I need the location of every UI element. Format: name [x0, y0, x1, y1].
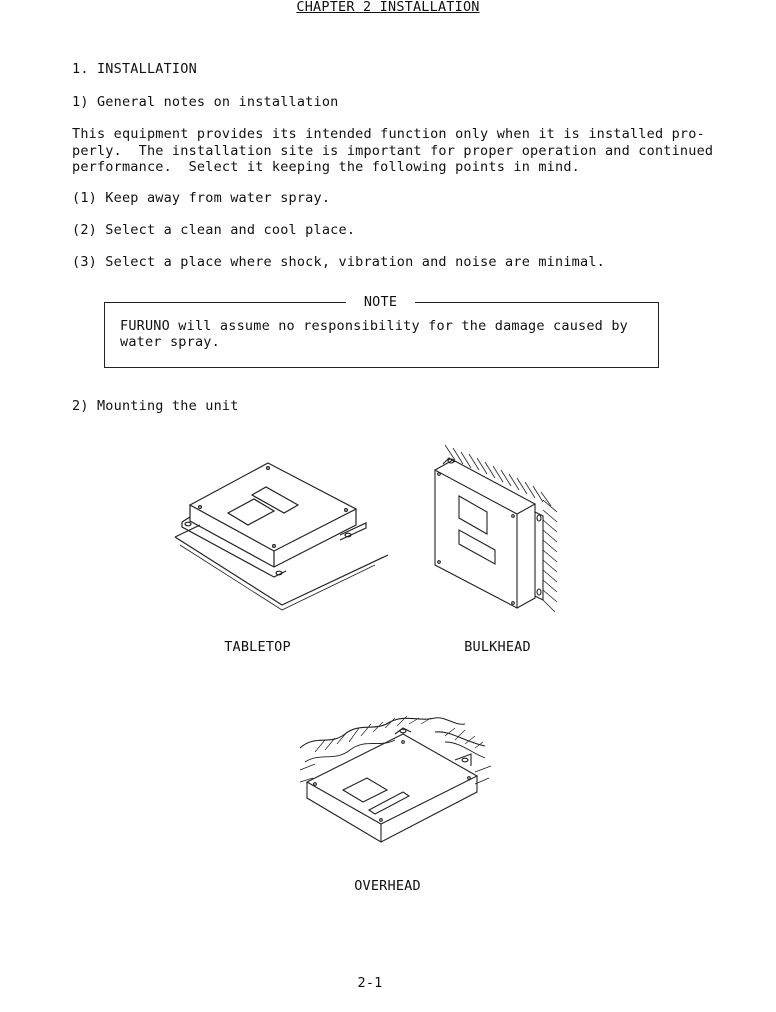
mounting-heading: 2) Mounting the unit	[72, 398, 239, 414]
paragraph-line: performance. Select it keeping the following points in mind.	[72, 159, 580, 175]
bulkhead-caption: BULKHEAD	[464, 639, 531, 655]
page-number: 2-1	[357, 975, 383, 991]
section-heading: 1. INSTALLATION	[72, 61, 197, 77]
overhead-illustration	[295, 712, 495, 857]
list-item: (2) Select a clean and cool place.	[72, 222, 356, 238]
paragraph-line: perly. The installation site is important for proper operation and continued	[72, 143, 714, 159]
tabletop-illustration	[170, 455, 390, 610]
list-item: (1) Keep away from water spray.	[72, 190, 331, 206]
note-title: NOTE	[363, 294, 398, 310]
list-item: (3) Select a place where shock, vibration and noise are minimal.	[72, 254, 605, 270]
note-divider	[104, 302, 346, 303]
note-text-line: FURUNO will assume no responsibility for the damage caused by	[120, 318, 628, 334]
paragraph-line: This equipment provides its intended function only when it is installed pro-	[72, 126, 705, 142]
note-text-line: water spray.	[120, 334, 220, 350]
tabletop-caption: TABLETOP	[224, 639, 291, 655]
overhead-caption: OVERHEAD	[354, 878, 421, 894]
general-notes-heading: 1) General notes on installation	[72, 94, 339, 110]
bulkhead-illustration	[425, 440, 565, 615]
chapter-title: CHAPTER 2 INSTALLATION	[296, 0, 480, 15]
note-divider	[415, 302, 659, 303]
